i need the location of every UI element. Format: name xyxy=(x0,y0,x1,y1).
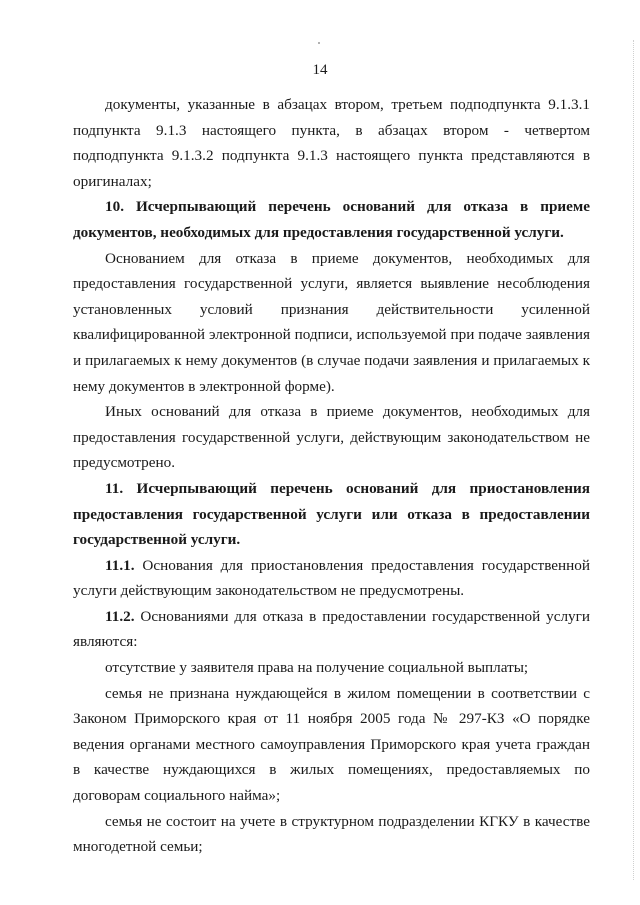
scan-dot xyxy=(318,42,320,44)
paragraph-no-other-grounds: Иных оснований для отказа в приеме документов, необходимых для предоставления государственной услуги, действующим законодательством не предусмотрено. xyxy=(73,403,590,472)
section-10-heading: 10. Исчерпывающий перечень оснований для отказа в приеме документов, необходимых для предоставления государственной услуги. xyxy=(73,198,590,241)
section-11-heading: 11. Исчерпывающий перечень оснований для приостановления предоставления государственной услуги или отказа в предоставлении государственной услуги. xyxy=(73,479,590,549)
scan-edge-marks xyxy=(631,40,634,880)
paragraph-refusal-grounds: Основанием для отказа в приеме документов, необходимых для предоставления государственной услуги, является выявление несоблюдения установленных условий признания действительности усиленной квалифицированной электронной подписи, используемой при подаче заявления и прилагаемых к нему документов (в случае подачи заявления и прилагаемых к нему документов в электронной форме). xyxy=(73,249,590,395)
list-item-not-registered: семья не состоит на учете в структурном подразделении КГКУ в качестве многодетной семьи; xyxy=(73,812,590,856)
paragraph-documents-originals: документы, указанные в абзацах втором, третьем подподпункта 9.1.3.1 подпункта 9.1.3 настоящего пункта, в абзацах втором - четвертом подподпункта 9.1.3.2 подпункта 9.1.3 настоящего пункта представляются в оригиналах; xyxy=(73,96,590,190)
page-number: 14 xyxy=(312,62,328,78)
item-number-11-2: 11.2. xyxy=(105,607,135,625)
item-number-11-1: 11.1. xyxy=(105,556,135,574)
list-item-no-right: отсутствие у заявителя права на получение социальной выплаты; xyxy=(105,659,529,677)
document-body xyxy=(73,92,590,860)
paragraph-11-2-text: Основаниями для отказа в предоставлении государственной услуги являются: xyxy=(73,607,590,651)
paragraph-11-1-text: Основания для приостановления предоставления государственной услуги действующим законодательством не предусмотрены. xyxy=(73,556,590,600)
paragraph-11-2 xyxy=(73,604,590,655)
list-item-not-in-need: семья не признана нуждающейся в жилом помещении в соответствии с Законом Приморского края от 11 ноября 2005 года № 297-КЗ «О порядке ведения органами местного самоуправления Приморского края учета граждан в качестве нуждающихся в жилых помещениях, предоставляемых по договорам социального найма»; xyxy=(73,684,590,805)
paragraph-11-1 xyxy=(73,553,590,604)
